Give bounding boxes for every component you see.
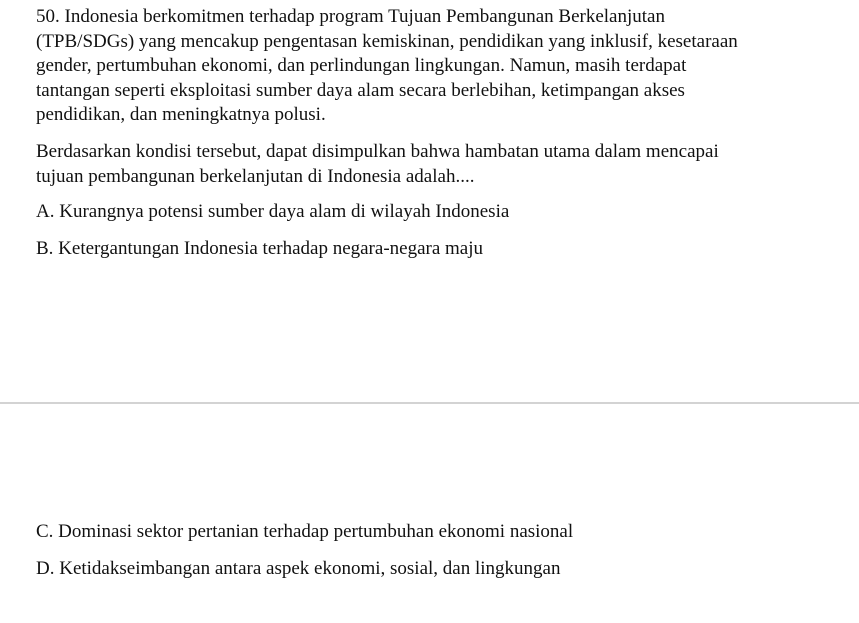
option-c[interactable]: C. Dominasi sektor pertanian terhadap pertumbuhan ekonomi nasional [36,521,574,542]
question-line-1: 50. Indonesia berkomitmen terhadap program Tujuan Pembangunan Berkelanjutan [36,6,665,27]
option-a[interactable]: A. Kurangnya potensi sumber daya alam di wilayah Indonesia [36,201,510,222]
prompt-line-1: Berdasarkan kondisi tersebut, dapat disimpulkan bahwa hambatan utama dalam mencapai [36,141,719,162]
question-text [36,5,738,128]
option-b[interactable]: B. Ketergantungan Indonesia terhadap negara-negara maju [36,238,484,259]
question-line-3: gender, pertumbuhan ekonomi, dan perlindungan lingkungan. Namun, masih terdapat [36,55,687,76]
question-line-2: (TPB/SDGs) yang mencakup pengentasan kemiskinan, pendidikan yang inklusif, kesetaraan [36,30,738,52]
question-line-5: pendidikan, dan meningkatnya polusi. [36,104,326,125]
prompt-line-2: tujuan pembangunan berkelanjutan di Indonesia adalah.... [36,165,475,187]
page-divider [0,402,859,404]
option-d[interactable]: D. Ketidakseimbangan antara aspek ekonomi, sosial, dan lingkungan [36,558,561,579]
prompt-text [36,140,719,189]
question-line-4: tantangan seperti eksploitasi sumber daya alam secara berlebihan, ketimpangan akses [36,79,685,101]
